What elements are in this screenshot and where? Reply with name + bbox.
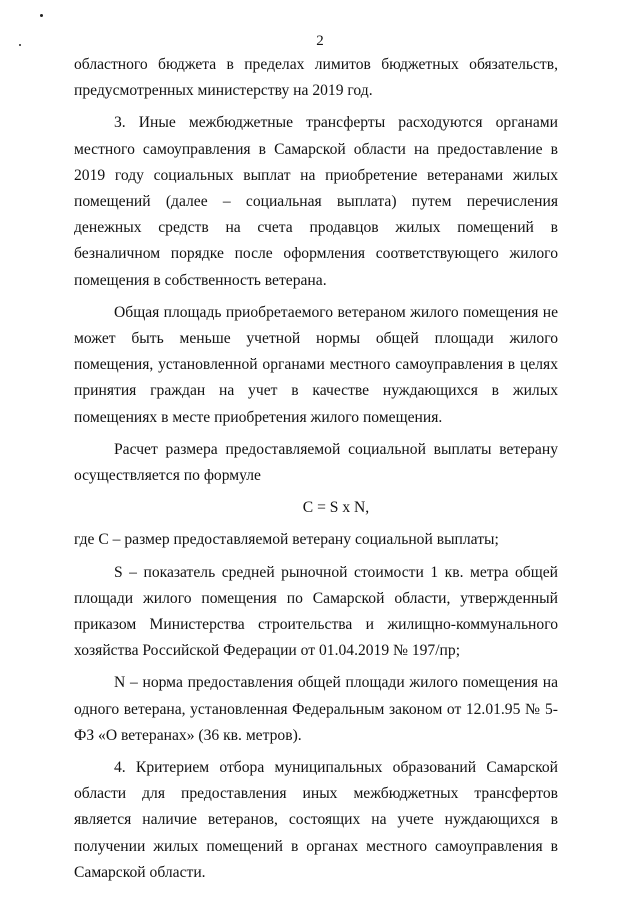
paragraph-clause-4: 4. Критерием отбора муниципальных образований Самарской области для предоставления иных межбюджетных трансфертов является наличие ветеранов, состоящих на учете нуждающихся в получении жилых помещений в органах местного самоуправления в Самарской области. — [74, 759, 558, 881]
paragraph-budget-continuation: областного бюджета в пределах лимитов бюджетных обязательств, предусмотренных министерству на 2019 год. — [74, 56, 558, 100]
scan-speck — [40, 14, 43, 17]
formula: C = S x N, — [302, 499, 370, 517]
page-number: 2 — [316, 33, 324, 49]
paragraph-definition-c: где С – размер предоставляемой ветерану социальной выплаты; — [74, 531, 499, 549]
paragraph-definition-n: N – норма предоставления общей площади жилого помещения на одного ветерана, установленная Федеральным законом от 12.01.95 № 5-ФЗ «О ветеранах» (36 кв. метров). — [74, 674, 558, 744]
document-body — [74, 52, 558, 886]
paragraph-definition-s: S – показатель средней рыночной стоимости 1 кв. метра общей площади жилого помещения по Самарской области, утвержденный приказом Министерства строительства и жилищно-коммунального хозяйства Российской Федерации от 01.04.2019 № 197/пр; — [74, 563, 558, 660]
paragraph-calculation: Расчет размера предоставляемой социальной выплаты ветерану осуществляется по формуле — [74, 440, 558, 485]
paragraph-clause-3: 3. Иные межбюджетные трансферты расходуются органами местного самоуправления в Самарской области на предоставление в 2019 году социальных выплат на приобретение ветеранами жилых помещений (далее – социальная выплата) путем перечисления денежных средств на счета продавцов жилых помещений в безналичном порядке после оформления соответствующего жилого помещения в собственность ветерана. — [74, 114, 558, 289]
paragraph-total-area: Общая площадь приобретаемого ветераном жилого помещения не может быть меньше учетной нормы общей площади жилого помещения, установленной органами местного самоуправления в целях принятия граждан на учет в качестве нуждающихся в жилых помещениях в месте приобретения жилого помещения. — [74, 303, 558, 426]
